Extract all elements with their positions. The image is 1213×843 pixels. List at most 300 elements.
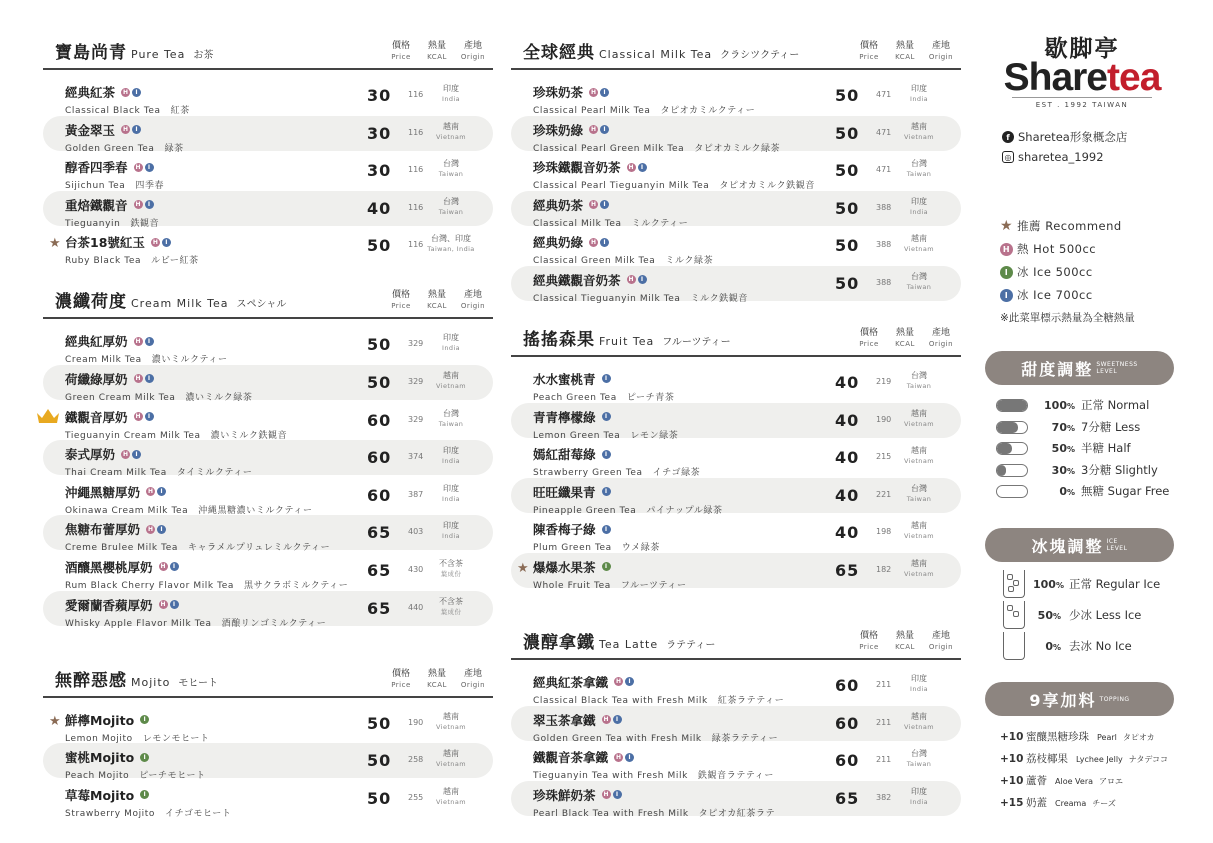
item-names xyxy=(533,83,755,116)
item-badges xyxy=(600,412,611,421)
topping-item[interactable] xyxy=(1000,795,1116,810)
hot-icon: H xyxy=(628,163,634,171)
menu-item[interactable] xyxy=(43,78,493,116)
topping-name-jp: アロエ xyxy=(1099,777,1124,786)
item-name-zh xyxy=(65,83,190,101)
topping-item[interactable] xyxy=(1000,751,1168,766)
item-origin-en: Taiwan xyxy=(906,170,932,179)
section-title xyxy=(523,325,731,350)
facebook-link[interactable] xyxy=(1002,129,1127,145)
menu-item[interactable] xyxy=(511,515,961,554)
menu-items xyxy=(43,698,493,819)
item-names xyxy=(65,786,232,819)
ice-700-icon: I xyxy=(602,450,611,459)
sweetness-option[interactable] xyxy=(996,462,1158,478)
item-name-jp: ルビー紅茶 xyxy=(151,256,199,267)
column-header-en: KCAL xyxy=(895,53,915,61)
item-name-zh-text: 經典奶茶 xyxy=(533,197,584,213)
item-name-en-text: Golden Green Tea xyxy=(65,143,155,154)
item-price: 40 xyxy=(835,410,860,430)
sweetness-label: 正常 Normal xyxy=(1081,398,1150,412)
hot-icon: H xyxy=(616,678,622,686)
item-badges xyxy=(138,753,149,762)
item-price: 50 xyxy=(367,335,392,355)
menu-item[interactable] xyxy=(43,153,493,192)
item-origin-zh: 越南 xyxy=(443,786,459,796)
item-badges xyxy=(144,525,166,534)
ice-500-icon: I xyxy=(140,753,149,762)
hot-icon: H xyxy=(135,337,141,345)
item-kcal: 374 xyxy=(408,452,424,462)
sweetness-title: 甜度調整 xyxy=(1021,359,1094,379)
ice-700-icon: I xyxy=(600,125,609,134)
ice-700-icon: I xyxy=(625,677,634,686)
menu-item[interactable] xyxy=(43,191,493,229)
item-origin xyxy=(427,159,475,179)
item-origin-en: Vietnam xyxy=(904,132,934,141)
menu-item[interactable] xyxy=(511,191,961,229)
ice-cube-icon xyxy=(1007,605,1013,611)
item-origin xyxy=(895,84,943,104)
item-name-en-text: Green Cream Milk Tea xyxy=(65,392,176,403)
section-title-jp: ラテティー xyxy=(666,639,716,651)
item-badges xyxy=(132,412,154,421)
ice-700-icon: I xyxy=(157,487,166,496)
item-origin-en: India xyxy=(910,207,928,216)
item-name-en-text: Lemon Green Tea xyxy=(533,430,621,441)
item-origin-en: 葉成份 xyxy=(440,569,462,578)
item-name-en xyxy=(65,616,326,629)
item-name-en-text: Thai Cream Milk Tea xyxy=(65,468,167,479)
item-origin xyxy=(895,409,943,429)
item-badges xyxy=(612,677,634,686)
item-kcal: 329 xyxy=(408,414,424,424)
column-header xyxy=(455,290,491,312)
item-names xyxy=(533,711,778,744)
item-kcal: 116 xyxy=(408,90,424,99)
ice-700-icon: I xyxy=(132,450,141,459)
ice-option[interactable] xyxy=(1003,601,1141,629)
section-title-en: Pure Tea xyxy=(131,48,186,61)
item-name-zh-text: 台茶18號紅玉 xyxy=(65,235,145,251)
column-header-en: Origin xyxy=(460,302,486,311)
hot-icon: H xyxy=(135,201,141,209)
item-name-zh-text: 珍珠奶茶 xyxy=(533,85,584,100)
item-badges xyxy=(157,562,179,571)
item-name-en-text: Classical Pearl Tieguanyin Milk Tea xyxy=(533,181,710,192)
menu-item[interactable] xyxy=(43,781,493,819)
column-header xyxy=(455,41,491,63)
item-kcal: 219 xyxy=(876,376,892,386)
item-price: 30 xyxy=(367,86,392,105)
menu-item[interactable] xyxy=(511,116,961,154)
item-names xyxy=(533,673,784,706)
menu-item[interactable] xyxy=(511,365,961,403)
item-origin-en: India xyxy=(442,532,460,541)
item-name-zh-text: 鮮檸Mojito xyxy=(65,712,135,728)
section-title-en: Cream Milk Tea xyxy=(131,297,229,311)
column-header-en: Price xyxy=(859,339,879,348)
item-name-jp: 沖縄黒糖濃いミルクティー xyxy=(198,505,313,516)
item-name-zh-text: 泰式厚奶 xyxy=(65,447,116,463)
item-origin-zh: 越南 xyxy=(911,558,927,568)
item-name-en xyxy=(65,465,253,478)
menu-item[interactable] xyxy=(511,228,961,267)
item-names xyxy=(65,408,287,441)
item-price: 65 xyxy=(367,523,392,543)
item-name-en-text: Lemon Mojito xyxy=(65,733,133,744)
column-header-zh: 產地 xyxy=(463,668,482,679)
item-name-zh-text: 蜜桃Mojito xyxy=(65,750,135,766)
ice-title-en: ICE LEVEL xyxy=(1106,538,1128,552)
item-kcal: 258 xyxy=(408,755,424,765)
menu-section xyxy=(43,285,493,629)
column-header-zh: 價格 xyxy=(391,290,410,301)
menu-item[interactable] xyxy=(43,515,493,554)
item-origin xyxy=(427,787,475,807)
item-name-en xyxy=(533,428,678,441)
topping-item[interactable] xyxy=(1000,773,1123,788)
ice500-badge-icon: I xyxy=(1000,266,1013,279)
item-names xyxy=(65,233,199,266)
item-origin-en: Taiwan xyxy=(438,170,464,179)
item-name-zh-text: 經典紅厚奶 xyxy=(65,334,128,350)
item-name-en xyxy=(533,141,780,154)
item-name-zh xyxy=(533,83,755,101)
column-header xyxy=(419,669,455,691)
item-price: 50 xyxy=(367,713,392,733)
item-name-zh xyxy=(533,445,700,463)
item-badges xyxy=(119,125,141,134)
column-header xyxy=(383,290,419,312)
menu-item[interactable] xyxy=(43,591,493,629)
item-name-en xyxy=(533,693,784,706)
item-name-en xyxy=(65,103,190,116)
item-name-en xyxy=(65,390,252,403)
item-name-jp: 濃いミルクティー xyxy=(151,355,228,366)
item-name-zh xyxy=(65,445,253,463)
item-origin-en: Taiwan xyxy=(906,381,932,390)
item-name-jp: 酒酿リンゴミルクティー xyxy=(221,618,327,629)
column-header xyxy=(419,290,455,312)
item-origin xyxy=(895,159,943,179)
section-title-zh: 無醉惡感 xyxy=(55,670,127,691)
menu-item[interactable] xyxy=(511,266,961,304)
wordmark-tea: tea xyxy=(1107,56,1161,99)
menu-item[interactable] xyxy=(511,668,961,706)
item-origin-zh: 越南 xyxy=(911,408,927,418)
item-name-zh-text: 經典紅茶 xyxy=(65,85,116,100)
column-header-en: Price xyxy=(859,53,879,61)
column-header-zh: 產地 xyxy=(931,327,950,338)
item-origin-zh: 印度 xyxy=(443,483,459,493)
item-origin-en: Taiwan xyxy=(906,494,932,503)
ice-700-icon: I xyxy=(602,487,611,496)
ice-700-icon: I xyxy=(600,88,609,97)
item-name-en xyxy=(533,540,660,553)
item-kcal: 471 xyxy=(876,127,892,137)
topping-price: +10 xyxy=(1000,775,1024,787)
menu-item[interactable] xyxy=(43,228,493,267)
ice-700-icon: I xyxy=(638,275,647,284)
legend-hot-label: 熱 Hot 500cc xyxy=(1017,242,1097,256)
item-name-zh xyxy=(65,483,313,501)
sweetness-label: 半糖 Half xyxy=(1081,441,1131,455)
item-badges xyxy=(587,200,609,209)
topping-item[interactable] xyxy=(1000,729,1155,744)
item-badges xyxy=(600,374,611,383)
item-price: 60 xyxy=(835,675,860,695)
item-badges xyxy=(587,88,609,97)
hot-icon: H xyxy=(628,276,634,284)
hot-icon: H xyxy=(123,88,129,96)
sweetness-option[interactable] xyxy=(996,397,1149,413)
item-price: 40 xyxy=(835,372,860,392)
item-badges xyxy=(132,200,154,209)
item-origin xyxy=(895,749,943,769)
ice-option[interactable] xyxy=(1003,632,1132,660)
ice700-badge-icon: I xyxy=(1000,289,1013,302)
item-origin-zh: 越南 xyxy=(911,711,927,721)
sweetness-percent-value: 0 xyxy=(1059,484,1067,498)
item-name-en xyxy=(533,178,815,191)
section-title-zh: 全球經典 xyxy=(523,43,595,63)
menu-item[interactable] xyxy=(511,781,961,819)
item-name-zh-text: 經典鐵觀音奶茶 xyxy=(533,272,621,288)
item-names xyxy=(65,596,326,629)
sweetness-option[interactable] xyxy=(996,483,1169,499)
item-name-en xyxy=(533,731,778,744)
menu-item[interactable] xyxy=(511,78,961,116)
item-name-zh xyxy=(65,748,206,766)
column-header xyxy=(383,669,419,691)
item-name-en xyxy=(65,253,199,266)
section-column-headers xyxy=(383,290,491,312)
item-badges xyxy=(138,790,149,799)
menu-item[interactable] xyxy=(43,403,493,441)
item-origin-en: Taiwan, India xyxy=(427,245,475,254)
brand-name-chinese: 歇脚亭 xyxy=(1044,36,1120,62)
item-origin-zh: 台灣 xyxy=(443,408,459,418)
item-badges xyxy=(144,487,166,496)
ice-500-icon: I xyxy=(140,715,149,724)
item-name-zh xyxy=(65,786,232,804)
item-names xyxy=(533,158,815,191)
item-origin xyxy=(895,122,943,142)
column-header-zh: 價格 xyxy=(859,327,878,338)
item-name-zh xyxy=(65,558,348,576)
sweetness-option[interactable] xyxy=(996,419,1140,435)
item-origin xyxy=(427,446,475,466)
sweetness-option[interactable] xyxy=(996,440,1131,456)
ice-percent: 0% xyxy=(1045,639,1061,653)
item-origin xyxy=(427,521,475,541)
item-name-zh xyxy=(65,596,326,614)
brand-wordmark xyxy=(992,56,1172,99)
item-name-jp: タピオカミルク鉄観音 xyxy=(719,181,815,192)
item-kcal: 329 xyxy=(408,376,424,386)
legend-ice500 xyxy=(1000,264,1093,280)
ice-700-icon: I xyxy=(602,412,611,421)
column-header-en: KCAL xyxy=(427,680,447,689)
instagram-link[interactable] xyxy=(1002,150,1104,164)
ice-700-icon: I xyxy=(132,125,141,134)
ice-percent-value: 0 xyxy=(1045,639,1053,653)
sweetness-level-fill xyxy=(997,443,1012,454)
item-origin-en: Vietnam xyxy=(436,132,466,141)
item-price: 50 xyxy=(367,236,392,256)
menu-item[interactable] xyxy=(43,440,493,479)
menu-item[interactable] xyxy=(43,365,493,403)
item-origin-en: Vietnam xyxy=(436,797,466,806)
menu-item[interactable] xyxy=(511,706,961,744)
item-names xyxy=(533,520,660,553)
menu-item[interactable] xyxy=(43,706,493,744)
item-price: 50 xyxy=(835,273,860,293)
item-name-jp: ミルク緑茶 xyxy=(665,256,714,267)
item-name-en xyxy=(65,578,348,591)
item-name-zh-text: 荷纖綠厚奶 xyxy=(65,371,128,387)
item-name-zh-text: 水水蜜桃青 xyxy=(533,371,596,387)
item-name-zh-text: 鐵觀音厚奶 xyxy=(65,409,128,425)
item-name-en-text: Rum Black Cherry Flavor Milk Tea xyxy=(65,580,234,591)
item-name-jp: レモン緑茶 xyxy=(630,430,679,441)
item-origin-en: India xyxy=(442,457,460,466)
section-title-jp: お茶 xyxy=(193,50,214,61)
item-origin-en: India xyxy=(910,95,928,103)
item-origin-zh: 台灣 xyxy=(911,271,927,281)
menu-item[interactable] xyxy=(511,478,961,516)
column-header-en: KCAL xyxy=(427,53,447,61)
menu-item[interactable] xyxy=(43,478,493,516)
instagram-label: sharetea_1992 xyxy=(1018,150,1104,164)
sweetness-percent: 30% xyxy=(1051,463,1075,477)
sweetness-label: 無糖 Sugar Free xyxy=(1081,484,1170,498)
item-origin-en: Vietnam xyxy=(904,569,934,578)
item-price: 50 xyxy=(835,86,860,105)
ice-700-icon: I xyxy=(600,200,609,209)
item-name-en xyxy=(533,103,755,116)
item-name-en-text: Plum Green Tea xyxy=(533,543,612,554)
item-name-zh xyxy=(533,121,780,139)
item-name-jp: キャラメルプリュレミルクティー xyxy=(187,543,331,554)
topping-name-zh: 蘆薈 xyxy=(1026,775,1047,787)
item-name-en-text: Strawberry Mojito xyxy=(65,808,156,819)
ice-option[interactable] xyxy=(1003,570,1160,598)
item-name-en-text: Ruby Black Tea xyxy=(65,256,142,267)
item-kcal: 440 xyxy=(408,602,424,612)
item-origin-zh: 印度 xyxy=(911,786,927,796)
column-header xyxy=(851,41,887,63)
item-name-en-text: Tieguanyin xyxy=(65,218,121,229)
item-name-jp: 黒サクラボミルクティー xyxy=(244,580,349,591)
item-origin xyxy=(895,234,943,254)
item-price: 30 xyxy=(367,123,392,143)
menu-item[interactable] xyxy=(511,743,961,782)
sweetness-level-fill xyxy=(997,422,1018,433)
section-header xyxy=(511,323,961,357)
item-name-en xyxy=(65,141,184,154)
item-names xyxy=(533,121,780,154)
section-title-jp: クラシツクティー xyxy=(720,50,800,61)
column-header xyxy=(383,41,419,63)
menu-item[interactable] xyxy=(511,403,961,441)
item-name-en-text: Classical Pearl Milk Tea xyxy=(533,106,651,116)
item-origin-en: Vietnam xyxy=(904,245,934,254)
item-origin xyxy=(427,409,475,429)
column-header xyxy=(419,41,455,63)
item-origin-zh: 印度 xyxy=(911,84,927,93)
menu-item[interactable] xyxy=(511,440,961,479)
item-kcal: 471 xyxy=(876,90,892,99)
item-origin-zh: 越南 xyxy=(443,749,459,759)
item-names xyxy=(65,332,228,365)
column-header-en: Origin xyxy=(460,53,486,61)
item-name-en xyxy=(533,216,688,229)
item-name-zh-text: 珍珠鮮奶茶 xyxy=(533,787,596,803)
menu-item[interactable] xyxy=(43,116,493,154)
item-name-en xyxy=(65,540,330,553)
item-name-zh xyxy=(533,711,778,729)
menu-item[interactable] xyxy=(43,743,493,782)
item-name-en-text: Golden Green Tea with Fresh Milk xyxy=(533,733,702,744)
item-origin-zh: 台灣 xyxy=(911,370,927,380)
menu-item[interactable] xyxy=(43,327,493,366)
item-name-en xyxy=(65,806,232,819)
item-origin-zh: 越南 xyxy=(911,234,927,244)
item-name-en-text: Whisky Apple Flavor Milk Tea xyxy=(65,618,212,629)
hot-icon: H xyxy=(603,791,609,799)
crown-icon xyxy=(35,407,61,429)
item-name-en-text: Pearl Black Tea with Fresh Milk xyxy=(533,808,689,819)
brand-established: EST . 1992 TAIWAN xyxy=(1012,97,1152,109)
item-origin-en: Vietnam xyxy=(436,760,466,769)
item-price: 65 xyxy=(835,788,860,808)
menu-item[interactable] xyxy=(43,553,493,591)
item-origin xyxy=(427,84,475,104)
sweetness-level-fill xyxy=(997,400,1027,411)
item-name-zh xyxy=(533,558,687,576)
item-origin-en: 葉成份 xyxy=(440,607,462,616)
menu-item[interactable] xyxy=(511,553,961,591)
item-origin-en: India xyxy=(442,494,460,503)
item-name-jp: 四季春 xyxy=(135,181,165,192)
item-origin-en: Vietnam xyxy=(904,457,934,466)
item-origin xyxy=(895,446,943,466)
column-header xyxy=(887,631,923,653)
menu-item[interactable] xyxy=(511,153,961,192)
hot-badge-icon: H xyxy=(1000,243,1013,256)
section-title-en: Mojito xyxy=(131,675,171,689)
hot-icon: H xyxy=(591,201,597,209)
item-price: 50 xyxy=(367,751,392,771)
item-origin-zh: 印度 xyxy=(443,84,459,93)
item-name-zh xyxy=(65,370,252,388)
item-kcal: 211 xyxy=(876,679,892,689)
ice-700-icon: I xyxy=(145,200,154,209)
item-name-zh-text: 草莓Mojito xyxy=(65,787,135,803)
item-name-zh-text: 重焙鐵觀音 xyxy=(65,197,128,213)
item-names xyxy=(533,483,723,516)
item-price: 50 xyxy=(835,236,860,256)
item-name-jp: ピーチモヒート xyxy=(139,771,206,782)
item-name-zh xyxy=(533,748,774,766)
ice-cube-icon xyxy=(1007,574,1013,580)
item-price: 40 xyxy=(835,485,860,505)
item-price: 50 xyxy=(835,161,860,181)
item-name-zh xyxy=(65,408,287,426)
item-origin-zh: 台灣 xyxy=(443,159,459,169)
